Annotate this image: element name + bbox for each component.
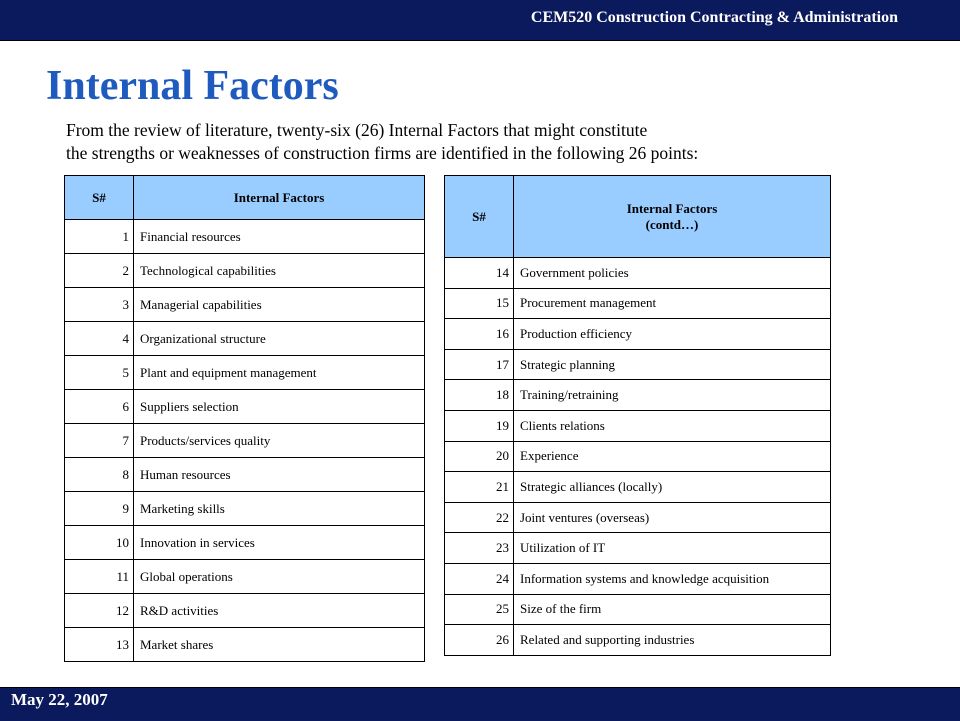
- table-header-row: [445, 176, 831, 258]
- table-row: [65, 560, 425, 594]
- factor-name: Utilization of IT: [514, 533, 831, 564]
- table-row: [65, 322, 425, 356]
- factor-number: 14: [445, 258, 514, 289]
- factor-number: 22: [445, 502, 514, 533]
- table-row: [445, 258, 831, 289]
- factor-number: 19: [445, 410, 514, 441]
- column-header-factor: [514, 176, 831, 258]
- factor-name: Related and supporting industries: [514, 625, 831, 656]
- factor-number: 20: [445, 441, 514, 472]
- table-row: [445, 502, 831, 533]
- factor-number: 4: [65, 322, 134, 356]
- table-row: [65, 594, 425, 628]
- factor-number: 13: [65, 628, 134, 662]
- table-row: [445, 288, 831, 319]
- table-row: [445, 472, 831, 503]
- factor-name: Marketing skills: [134, 492, 425, 526]
- factor-name: Organizational structure: [134, 322, 425, 356]
- table-row: [65, 458, 425, 492]
- factor-name: Experience: [514, 441, 831, 472]
- factor-name: Production efficiency: [514, 319, 831, 350]
- factor-name: Procurement management: [514, 288, 831, 319]
- factor-name: Global operations: [134, 560, 425, 594]
- factor-name: Financial resources: [134, 220, 425, 254]
- factor-number: 8: [65, 458, 134, 492]
- footer-bar: [0, 687, 960, 721]
- internal-factors-table-2: [444, 175, 831, 656]
- table-row: [445, 625, 831, 656]
- factor-name: Strategic planning: [514, 349, 831, 380]
- slide-title: Internal Factors: [46, 63, 339, 109]
- factor-name: Training/retraining: [514, 380, 831, 411]
- table-row: [445, 349, 831, 380]
- table-row: [65, 424, 425, 458]
- intro-line-2: the strengths or weaknesses of construction firms are identified in the following 26 points:: [66, 143, 699, 163]
- table-row: [65, 628, 425, 662]
- factor-name: Joint ventures (overseas): [514, 502, 831, 533]
- factor-number: 9: [65, 492, 134, 526]
- course-title: CEM520 Construction Contracting & Administration: [530, 9, 898, 26]
- factor-name: Size of the firm: [514, 594, 831, 625]
- factor-name: Market shares: [134, 628, 425, 662]
- factor-name: Strategic alliances (locally): [514, 472, 831, 503]
- table-row: [445, 380, 831, 411]
- table-row: [445, 533, 831, 564]
- factor-number: 18: [445, 380, 514, 411]
- factor-number: 7: [65, 424, 134, 458]
- factor-name: R&D activities: [134, 594, 425, 628]
- table-row: [65, 356, 425, 390]
- factor-number: 15: [445, 288, 514, 319]
- factor-number: 12: [65, 594, 134, 628]
- table-row: [445, 319, 831, 350]
- header-bar: [0, 0, 960, 41]
- factor-number: 23: [445, 533, 514, 564]
- factor-number: 5: [65, 356, 134, 390]
- factor-name: Plant and equipment management: [134, 356, 425, 390]
- factor-number: 6: [65, 390, 134, 424]
- factor-name: Information systems and knowledge acquisition: [514, 563, 831, 594]
- factor-number: 10: [65, 526, 134, 560]
- table-row: [445, 410, 831, 441]
- factor-number: 24: [445, 563, 514, 594]
- table-row: [65, 390, 425, 424]
- factor-number: 1: [65, 220, 134, 254]
- factor-name: Products/services quality: [134, 424, 425, 458]
- table-row: [445, 563, 831, 594]
- column-header-factor-line-1: Internal Factors: [626, 200, 718, 216]
- factor-number: 25: [445, 594, 514, 625]
- factor-name: Human resources: [134, 458, 425, 492]
- table-row: [65, 288, 425, 322]
- column-header-factor: Internal Factors: [134, 176, 425, 220]
- internal-factors-table-1: [64, 175, 425, 662]
- factor-name: Managerial capabilities: [134, 288, 425, 322]
- table-row: [65, 526, 425, 560]
- factor-number: 11: [65, 560, 134, 594]
- table-row: [445, 594, 831, 625]
- slide-date: May 22, 2007: [11, 690, 108, 709]
- column-header-factor-line-2: (contd…): [645, 216, 699, 232]
- table-row: [65, 254, 425, 288]
- factor-name: Suppliers selection: [134, 390, 425, 424]
- table-row: [65, 492, 425, 526]
- factor-number: 16: [445, 319, 514, 350]
- table-row: [65, 220, 425, 254]
- factor-name: Clients relations: [514, 410, 831, 441]
- intro-text: [66, 119, 946, 165]
- table-header-row: [65, 176, 425, 220]
- factor-name: Technological capabilities: [134, 254, 425, 288]
- table-row: [445, 441, 831, 472]
- factor-number: 21: [445, 472, 514, 503]
- factor-number: 3: [65, 288, 134, 322]
- factor-number: 26: [445, 625, 514, 656]
- intro-line-1: From the review of literature, twenty-six (26) Internal Factors that might constitute: [66, 120, 648, 140]
- column-header-number: S#: [65, 176, 134, 220]
- column-header-number: S#: [445, 176, 514, 258]
- factor-name: Government policies: [514, 258, 831, 289]
- factor-number: 2: [65, 254, 134, 288]
- factor-number: 17: [445, 349, 514, 380]
- factor-name: Innovation in services: [134, 526, 425, 560]
